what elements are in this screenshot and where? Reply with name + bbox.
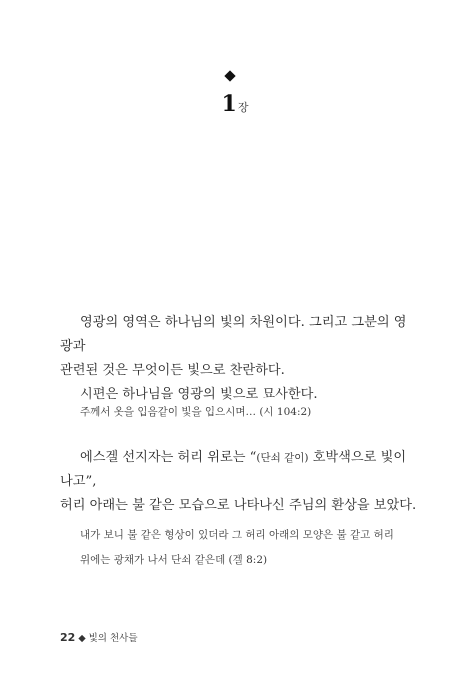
page-number: 22	[60, 631, 76, 644]
page-footer	[60, 630, 138, 644]
scripture-quote-2-line-2: 위에는 광채가 나서 단쇠 같은데 (겔 8:2)	[80, 554, 268, 566]
paragraph-2	[60, 446, 418, 518]
paragraph-1-line-1: 영광의 영역은 하나님의 빛의 차원이다. 그리고 그분의 영광과	[60, 315, 407, 354]
paragraph-2-line-1-a: 에스겔 선지자는 허리 위로는 “	[80, 450, 257, 465]
chapter-number: 1	[221, 91, 237, 117]
scripture-quote-1	[80, 400, 410, 425]
chapter-ornament-diamond-icon	[224, 70, 235, 81]
scripture-quote-1-text: 주께서 옷을 입음같이 빛을 입으시며… (시 104:2)	[80, 406, 312, 418]
book-title: 빛의 천사들	[88, 633, 138, 644]
chapter-unit: 장	[237, 101, 249, 114]
paragraph-2-line-2: 허리 아래는 불 같은 모습으로 나타나신 주님의 환상을 보았다.	[60, 498, 417, 513]
chapter-heading	[0, 93, 470, 115]
scripture-quote-2-line-1: 내가 보니 불 같은 형상이 있더라 그 허리 아래의 모양은 불 같고 허리	[80, 529, 394, 541]
paragraph-2-line-1	[60, 446, 418, 494]
footer-separator-diamond-icon: ◆	[78, 633, 86, 644]
paragraph-2-line-1-b: 호박색으로 빛이 나고”,	[60, 450, 407, 489]
paragraph-1-line-3: 시편은 하나님을 영광의 빛으로 묘사한다.	[80, 387, 318, 402]
paragraph-2-inline-note: (단쇠 같이)	[256, 452, 309, 464]
paragraph-1-line-2: 관련된 것은 무엇이든 빛으로 찬란하다.	[60, 363, 285, 378]
paragraph-1	[60, 311, 418, 407]
scripture-quote-2	[80, 523, 410, 573]
